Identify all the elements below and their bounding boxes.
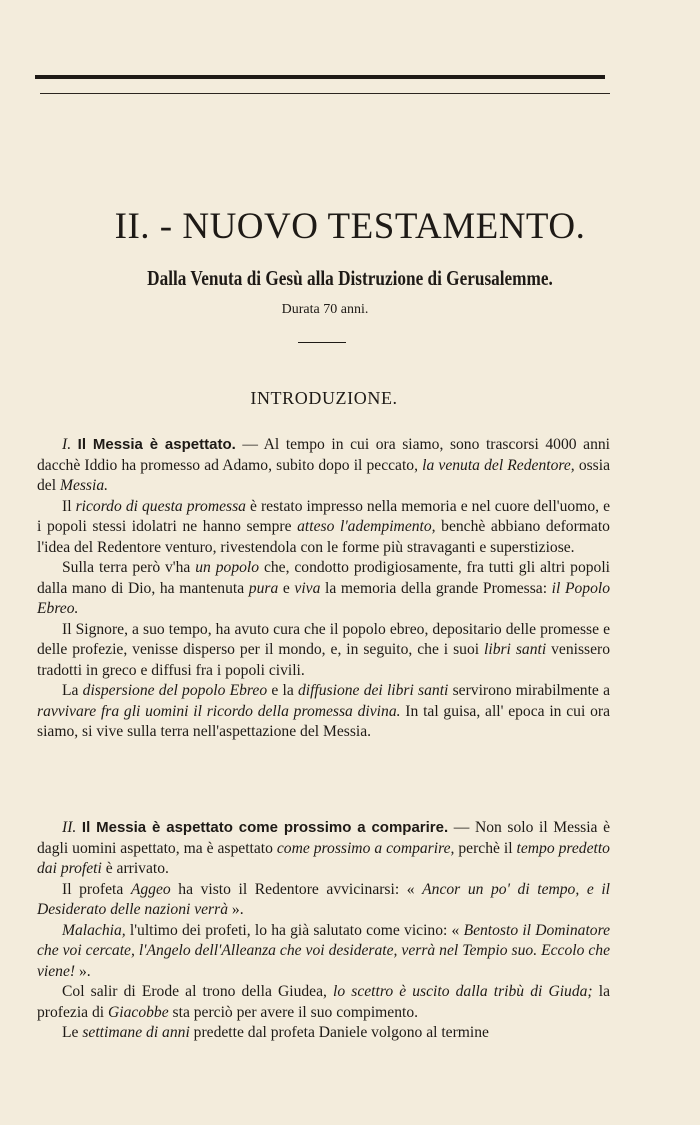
text-run: e [278, 579, 295, 597]
duration-note: Durata 70 anni. [281, 302, 369, 317]
italic-run: viva [294, 579, 321, 597]
text-run: Col salir di Erode al trono della Giudea, [62, 983, 334, 1000]
paragraph [37, 1023, 610, 1044]
italic-run: diffusione dei libri santi [297, 682, 449, 699]
italic-run: ricordo di questa promessa [75, 497, 246, 515]
italic-run: un popolo [195, 559, 260, 576]
italic-run: libri santi [484, 641, 547, 658]
paragraph [37, 880, 610, 921]
italic-run: il Popolo Ebreo. [37, 579, 611, 617]
paragraph [37, 558, 610, 620]
chapter-title: II. - NUOVO TESTAMENTO. [114, 206, 586, 247]
text-run: ha visto il Redentore avvicinarsi: « [170, 880, 423, 898]
text-run: e la [267, 682, 298, 699]
text-run: è arrivato. [101, 860, 169, 877]
text-run: Il profeta [62, 880, 131, 898]
text-run: predette dal profeta Daniele volgono al termine [189, 1024, 489, 1041]
header-rule-thin [40, 93, 610, 94]
header-rule-thick [35, 75, 605, 79]
text-run: — Non solo il Messia è dagli uomini aspettato, ma è aspettato [37, 819, 610, 857]
text-run: La [62, 682, 83, 699]
text-run: è restato impresso nella memoria e nel cuore dell'uomo, e i popoli stessi idolatri ne hanno sempre [37, 497, 610, 535]
italic-run: come prossimo a comparire, [276, 839, 455, 857]
text-run: la memoria della grande Promessa: [320, 579, 552, 597]
paragraph [37, 921, 610, 983]
paragraph [37, 982, 610, 1023]
italic-run: Ancor un po' di tempo, e il Desiderato delle nazioni verrà [37, 880, 611, 918]
text-run: l'ultimo dei profeti, lo ha già salutato come vicino: « [125, 921, 464, 939]
italic-run: Bentosto il Dominatore che voi cercate, l'Angelo dell'Alleanza che voi desiderate, verrà nel Tempio suo. Eccolo che viene! [37, 921, 610, 980]
italic-run: dispersione del popolo Ebreo [82, 682, 268, 699]
italic-run: Messia. [59, 477, 109, 494]
text-run: ossia del [37, 456, 611, 494]
italic-run: Giacobbe [108, 1003, 169, 1021]
text-run: sta perciò per avere il suo compimento. [168, 1003, 419, 1021]
paragraph [37, 681, 610, 743]
section-one [37, 435, 610, 743]
italic-run: ravvivare fra gli uomini il ricordo della promessa divina. [37, 702, 401, 720]
text-run: servirono mirabilmente a [448, 682, 610, 699]
text-run: Le [62, 1024, 83, 1041]
introduction-heading: INTRODUZIONE. [250, 388, 398, 408]
text-run: Sulla terra però v'ha [62, 559, 196, 576]
paragraph [37, 435, 610, 497]
italic-run: atteso l'adempimento, [297, 518, 436, 535]
paragraph [37, 818, 610, 880]
paragraph [37, 620, 610, 682]
italic-run: tempo predetto dai profeti [37, 839, 610, 877]
italic-run: pura [248, 579, 279, 597]
short-divider [298, 342, 346, 343]
text-run: Il Signore, a suo tempo, ha avuto cura che il popolo ebreo, depositario delle promesse e delle profezie, venisse disperso per il mondo, e, in seguito, che i suoi [37, 620, 610, 658]
text-run: — Al tempo in cui ora siamo, sono trascorsi 4000 anni dacchè Iddio ha promesso ad Adamo, subito dopo il peccato, [37, 436, 610, 474]
italic-run: lo scettro è uscito dalla tribù di Giuda; [333, 983, 593, 1000]
text-run: venissero tradotti in greco e diffusi fra i popoli civili. [37, 641, 611, 679]
text-run: benchè abbiano deformato l'idea del Redentore venturo, rivestendola con le forme più stravaganti e superstiziose. [37, 518, 610, 556]
italic-run: Malachia, [62, 921, 126, 939]
italic-run: la venuta del Redentore, [422, 456, 575, 474]
section-heading: Il Messia è aspettato come prossimo a comparire. [81, 819, 449, 836]
section-heading: Il Messia è aspettato. [77, 436, 236, 453]
text-run: ». [228, 901, 244, 918]
text-run: ». [75, 962, 91, 980]
text-run: perchè il [454, 839, 517, 857]
italic-run: settimane di anni [82, 1024, 190, 1041]
chapter-subtitle: Dalla Venuta di Gesù alla Distruzione di Gerusalemme. [147, 266, 553, 290]
section-number: I. [62, 436, 72, 453]
italic-run: Aggeo [130, 880, 171, 898]
text-run: che, condotto prodigiosamente, fra tutti gli altri popoli dalla mano di Dio, ha mantenuta [37, 559, 610, 597]
text-run: la profezia di [37, 983, 610, 1021]
section-number: II. [62, 819, 77, 836]
text-run: In tal guisa, all' epoca in cui ora siamo, si vive sulla terra nell'aspettazione del Messia. [37, 702, 610, 740]
paragraph [37, 497, 610, 559]
section-two [37, 818, 610, 1044]
text-run: Il [62, 497, 76, 515]
